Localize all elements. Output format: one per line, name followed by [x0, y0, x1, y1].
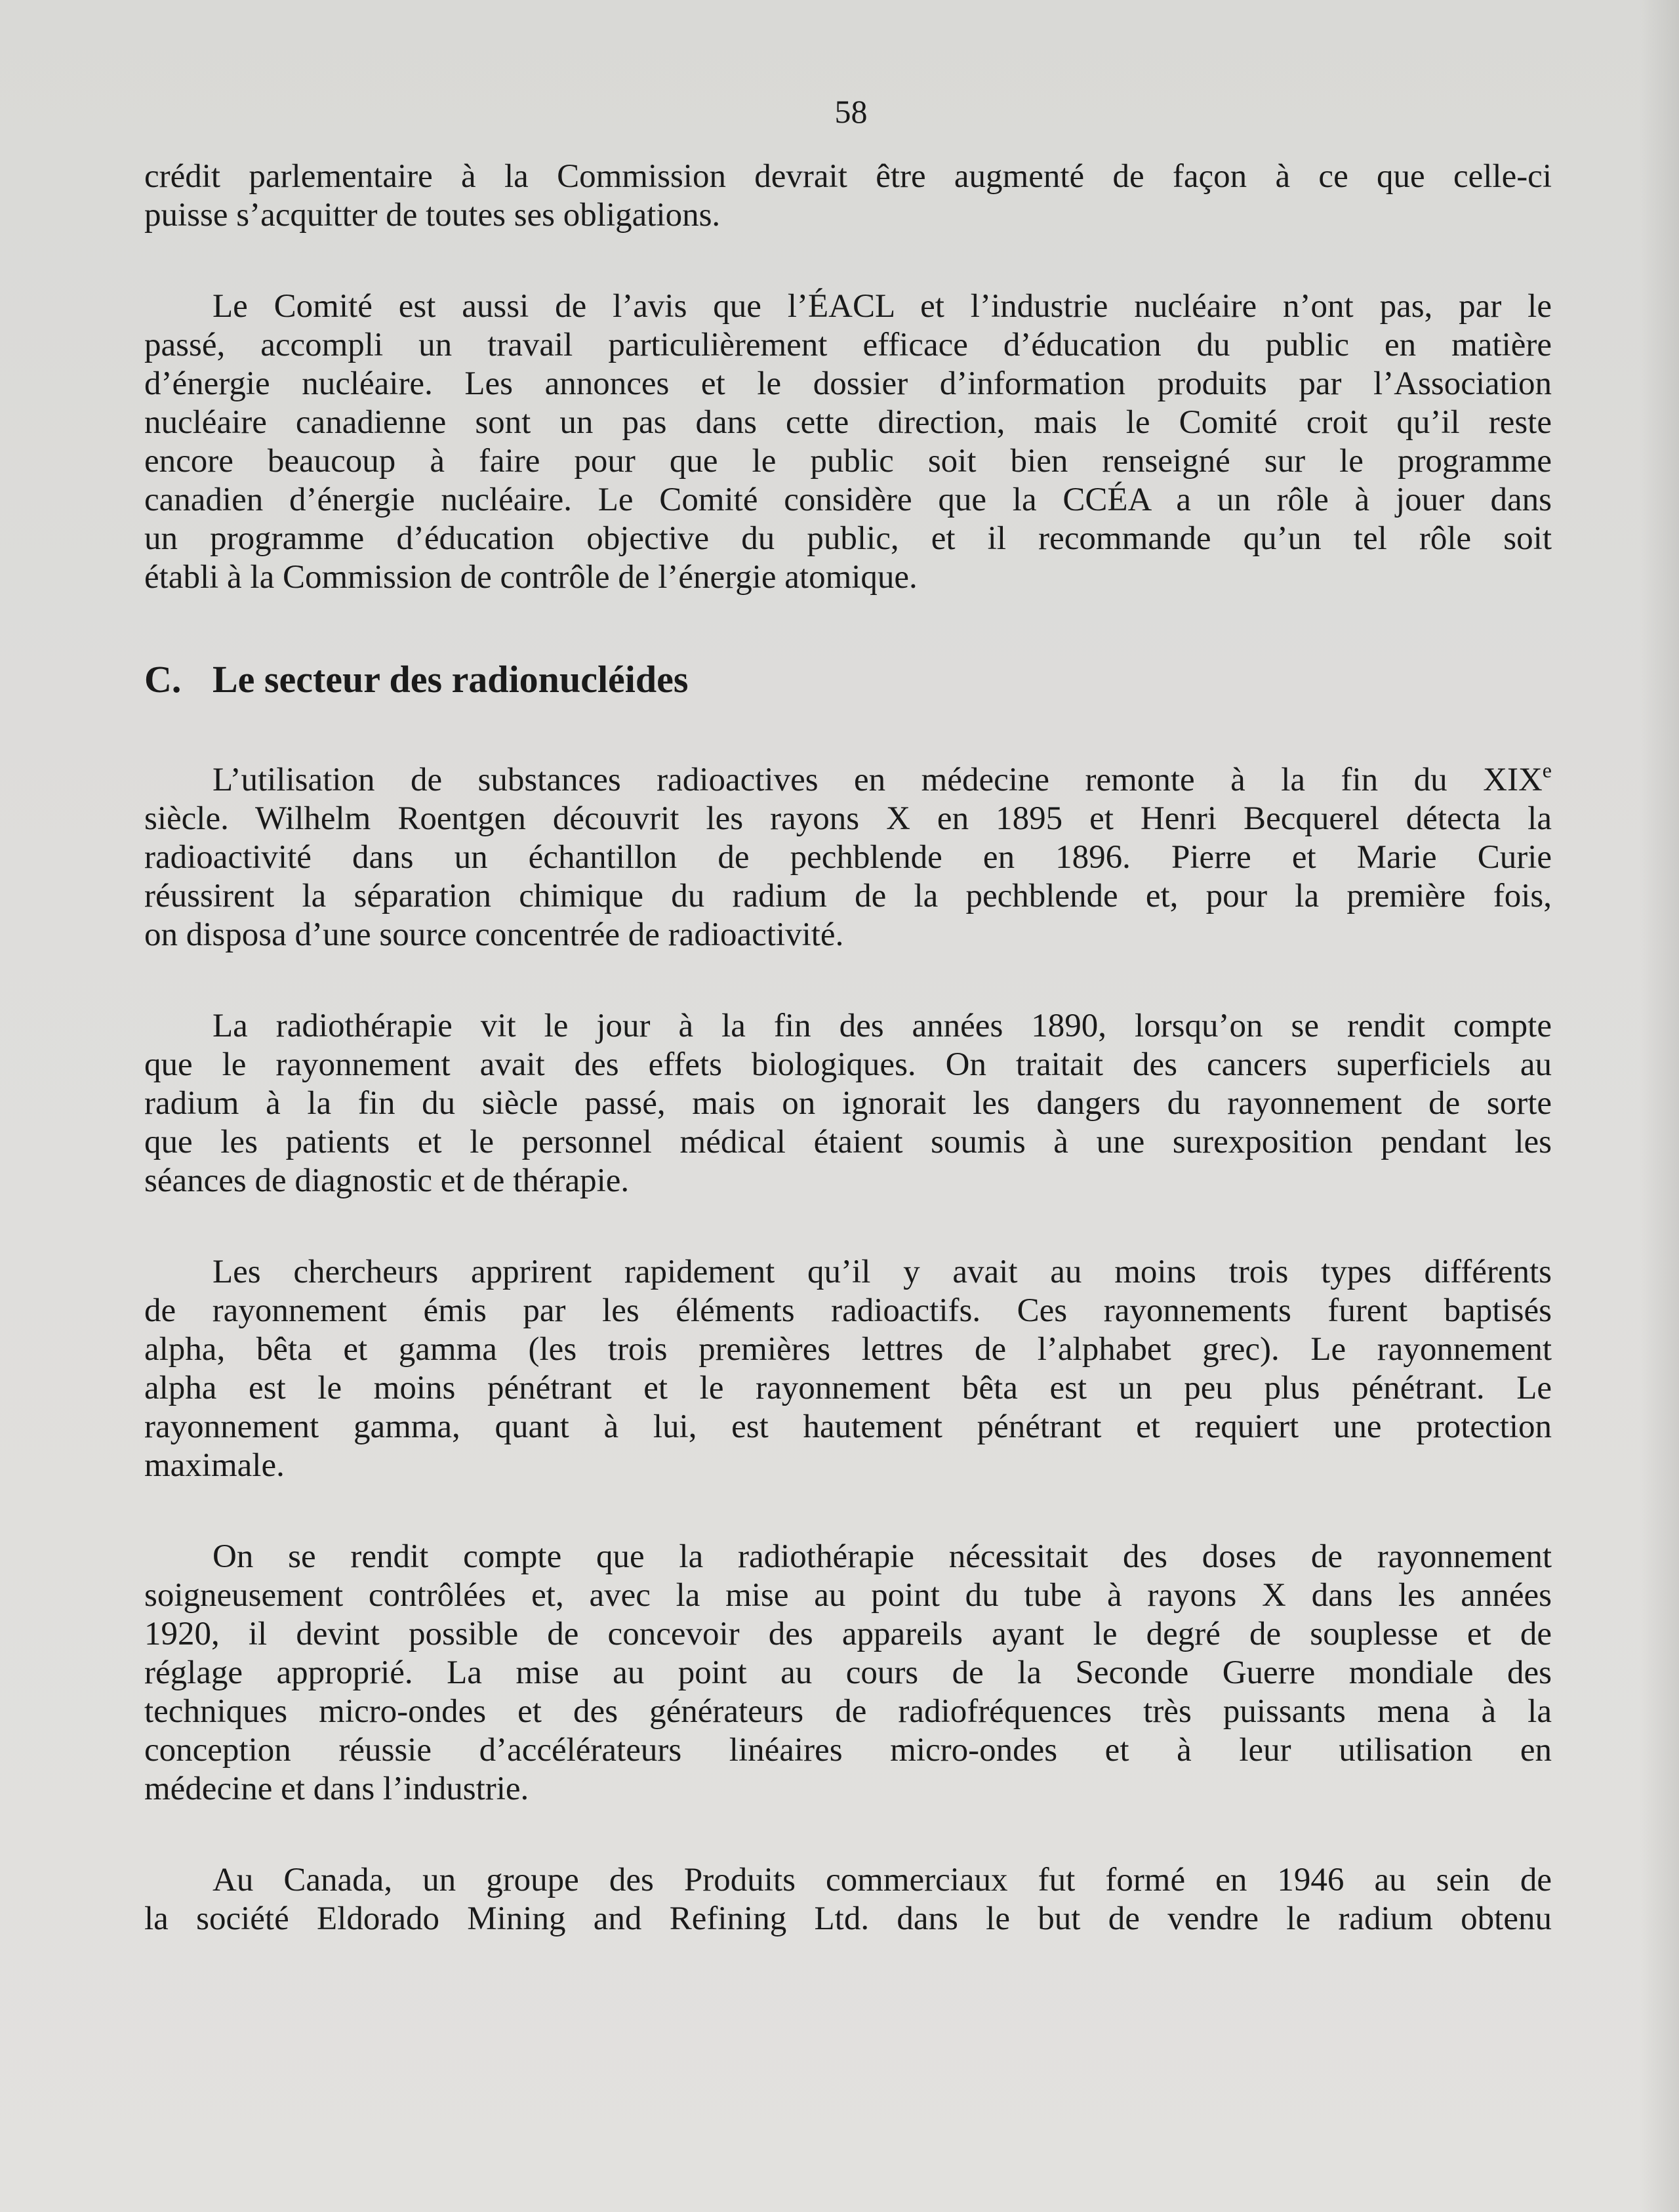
text-line: soigneusement contrôlées et, avec la mise au point du tube à rayons X dans les années: [144, 1577, 1552, 1614]
text-line: [144, 761, 1552, 800]
text-line: réussirent la séparation chimique du radium de la pechblende et, pour la première fois,: [144, 878, 1552, 914]
text-line: médecine et dans l’industrie.: [144, 1771, 529, 1807]
text-line: On se rendit compte que la radiothérapie nécessitait des doses de rayonnement: [212, 1538, 1552, 1575]
text-line: Les chercheurs apprirent rapidement qu’il y avait au moins trois types différents: [212, 1254, 1552, 1290]
text-line: Au Canada, un groupe des Produits commerciaux fut formé en 1946 au sein de: [212, 1862, 1552, 1898]
text-line: alpha est le moins pénétrant et le rayonnement bêta est un peu plus pénétrant. Le: [144, 1370, 1552, 1406]
paragraph-2: [144, 287, 1552, 597]
text-line: passé, accompli un travail particulièrement efficace d’éducation du public en matière: [144, 327, 1552, 363]
text-line: un programme d’éducation objective du public, et il recommande qu’un tel rôle soit: [144, 520, 1552, 557]
text-line: la société Eldorado Mining and Refining Ltd. dans le but de vendre le radium obtenu: [144, 1900, 1552, 1937]
text-line: 1920, il devint possible de concevoir des appareils ayant le degré de souplesse et de: [144, 1616, 1552, 1652]
page-number: 58: [834, 93, 868, 130]
text-line: radioactivité dans un échantillon de pechblende en 1896. Pierre et Marie Curie: [144, 839, 1552, 876]
text-line: alpha, bêta et gamma (les trois premières lettres de l’alphabet grec). Le rayonnement: [144, 1331, 1552, 1368]
text-line: de rayonnement émis par les éléments radioactifs. Ces rayonnements furent baptisés: [144, 1292, 1552, 1329]
text-line: conception réussie d’accélérateurs linéaires micro-ondes et à leur utilisation en: [144, 1732, 1552, 1769]
text-line: La radiothérapie vit le jour à la fin des années 1890, lorsqu’on se rendit compte: [212, 1008, 1552, 1044]
text-line: maximale.: [144, 1447, 285, 1484]
text-line: Le Comité est aussi de l’avis que l’ÉACL et l’industrie nucléaire n’ont pas, par le: [212, 288, 1552, 325]
text-line: établi à la Commission de contrôle de l’énergie atomique.: [144, 559, 918, 596]
text-line: nucléaire canadienne sont un pas dans cette direction, mais le Comité croit qu’il reste: [144, 404, 1552, 441]
section-heading: [144, 657, 1552, 702]
section-letter: C.: [144, 658, 182, 701]
text-line-content: L’utilisation de substances radioactives en médecine remonte à la fin du XIX: [212, 762, 1543, 798]
text-line: que les patients et le personnel médical étaient soumis à une surexposition pendant les: [144, 1124, 1552, 1160]
text-line: siècle. Wilhelm Roentgen découvrit les rayons X en 1895 et Henri Becquerel détecta la: [144, 800, 1552, 837]
text-line: techniques micro-ondes et des générateurs de radiofréquences très puissants mena à la: [144, 1693, 1552, 1730]
text-line: on disposa d’une source concentrée de radioactivité.: [144, 916, 844, 953]
section-title: Le secteur des radionucléides: [212, 658, 689, 701]
paragraph-7: [144, 1861, 1552, 1938]
text-line: radium à la fin du siècle passé, mais on ignorait les dangers du rayonnement de sorte: [144, 1085, 1552, 1122]
text-line: d’énergie nucléaire. Les annonces et le dossier d’information produits par l’Association: [144, 365, 1552, 402]
page-edge-shadow: [1640, 0, 1679, 2212]
text-line: que le rayonnement avait des effets biologiques. On traitait des cancers superficiels au: [144, 1046, 1552, 1083]
superscript: e: [1542, 761, 1552, 782]
text-line: séances de diagnostic et de thérapie.: [144, 1162, 630, 1199]
paragraph-4: [144, 1007, 1552, 1200]
text-line: canadien d’énergie nucléaire. Le Comité considère que la CCÉA a un rôle à jouer dans: [144, 481, 1552, 518]
page-body: [144, 157, 1552, 1938]
text-line: puisse s’acquitter de toutes ses obligations.: [144, 197, 721, 234]
text-line: encore beaucoup à faire pour que le public soit bien renseigné sur le programme: [144, 443, 1552, 480]
paragraph-5: [144, 1253, 1552, 1485]
text-line: réglage approprié. La mise au point au cours de la Seconde Guerre mondiale des: [144, 1654, 1552, 1691]
paragraph-6: [144, 1538, 1552, 1809]
paragraph-1: [144, 157, 1552, 235]
text-line: rayonnement gamma, quant à lui, est hautement pénétrant et requiert une protection: [144, 1408, 1552, 1445]
text-line: crédit parlementaire à la Commission devrait être augmenté de façon à ce que celle-ci: [144, 158, 1552, 195]
paragraph-3: [144, 761, 1552, 954]
